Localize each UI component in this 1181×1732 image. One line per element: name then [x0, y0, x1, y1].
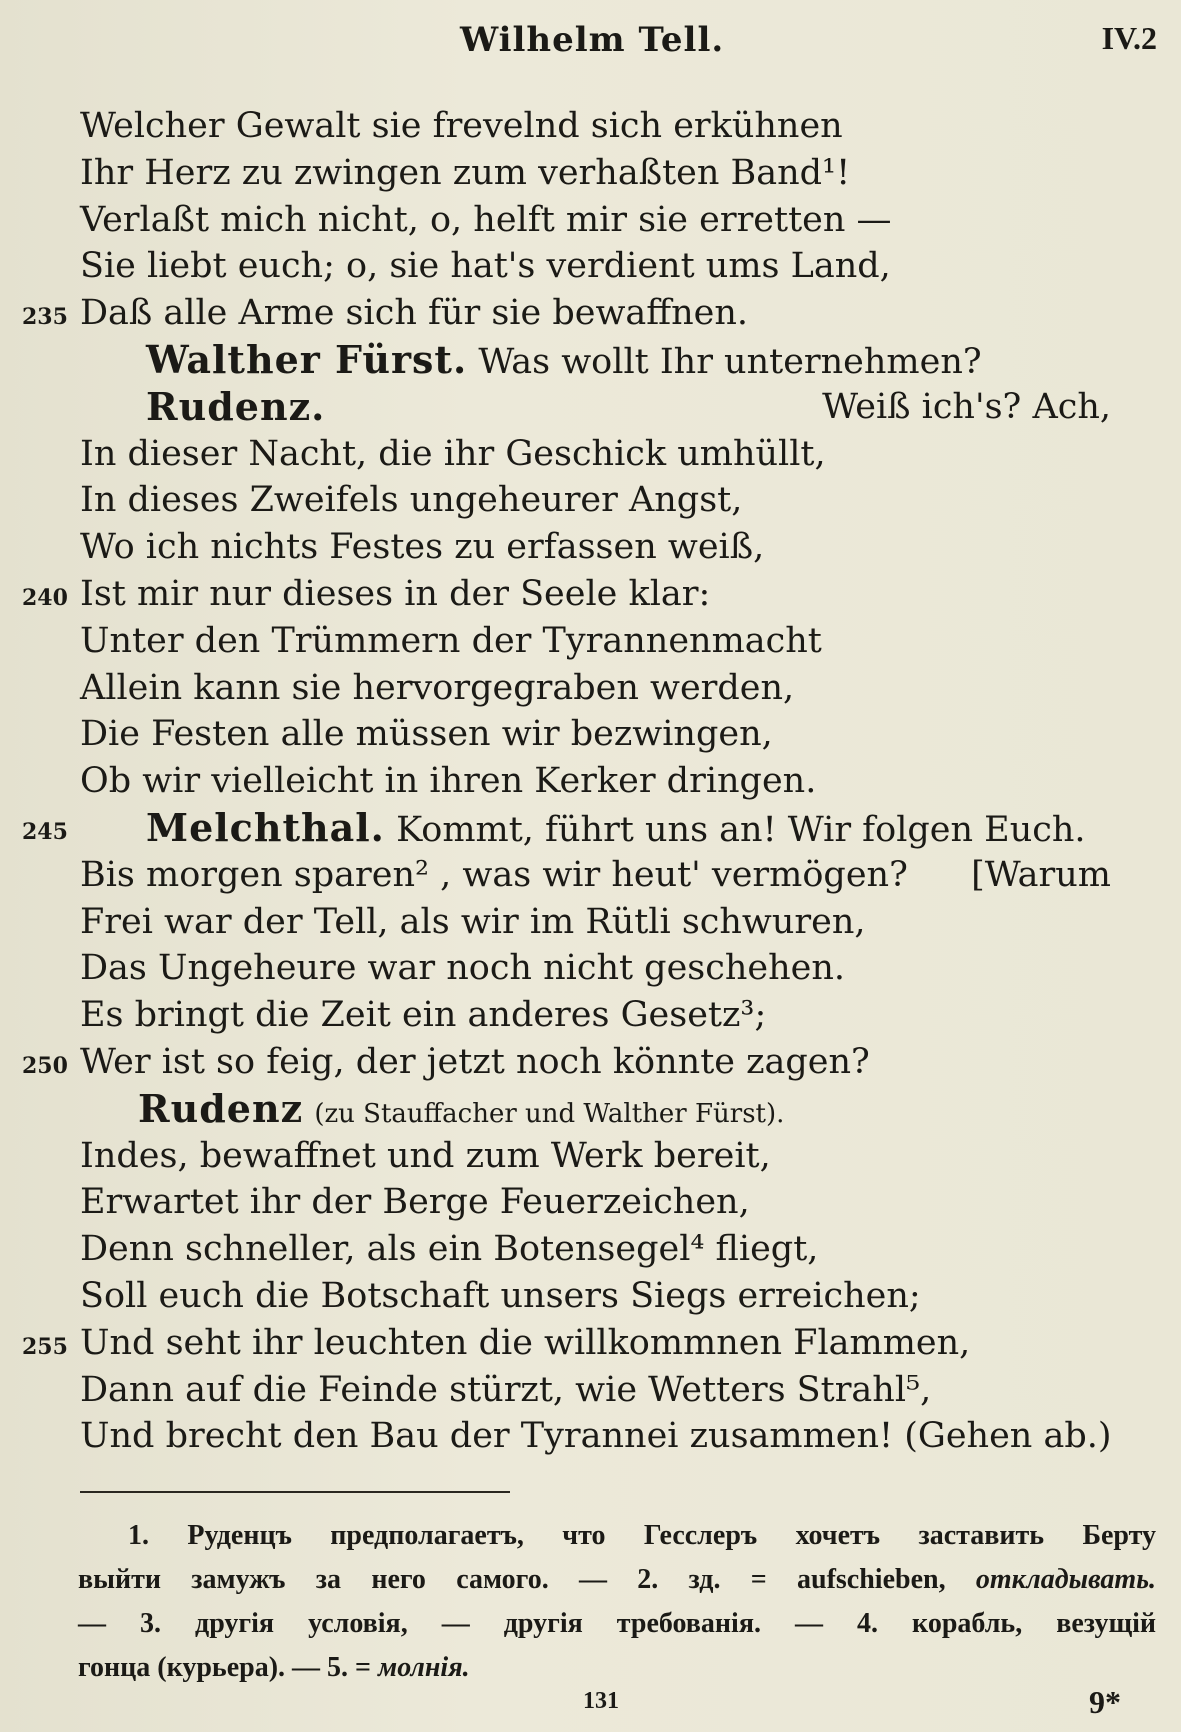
footnote-translation: молнія. [378, 1652, 470, 1683]
verse-text: Daß alle Arme sich für sie bewaffnen. [80, 293, 749, 334]
speaker-line [0, 805, 1181, 852]
speaker-name: Walther Fürst. [146, 336, 468, 382]
footnote-text: выйти замужъ за него самого. — 2. зд. = aufschieben, [78, 1564, 976, 1595]
speaker-line-text [146, 805, 1086, 854]
footnote-text: гонца (курьера). — 5. = [78, 1652, 379, 1683]
run-on-word: [Warum [971, 854, 1111, 895]
line-number: 240 [22, 584, 68, 611]
stage-direction: (zu Stauffacher und Walther Fürst). [314, 1098, 785, 1129]
verse-text: Sie liebt euch; o, sie hat's verdient ums Land, [80, 246, 891, 287]
verse-text: Wo ich nichts Festes zu erfassen weiß, [80, 527, 765, 568]
footnotes [78, 1514, 1156, 1690]
verse-line [0, 197, 1181, 244]
verse-text: Dann auf die Feinde stürzt, wie Wetters Strahl⁵, [80, 1369, 932, 1410]
verse-line [0, 103, 1181, 150]
verse-line [0, 992, 1181, 1039]
verse-line [0, 711, 1181, 758]
speaker-name: Rudenz [138, 1085, 304, 1131]
verse-text: Frei war der Tell, als wir im Rütli schwuren, [80, 901, 866, 942]
verse-line [0, 945, 1181, 992]
verse-line [0, 571, 1181, 618]
speaker-line [0, 337, 1181, 384]
line-number: 250 [22, 1052, 68, 1079]
verse-text: Ob wir vielleicht in ihren Kerker dringen. [80, 761, 817, 802]
verse-text: Allein kann sie hervorgegraben werden, [80, 667, 795, 708]
verse-text: Verlaßt mich nicht, o, helft mir sie erretten — [80, 199, 892, 240]
footnote-line [78, 1646, 1156, 1690]
verse-text: Und seht ihr leuchten die willkommnen Flammen, [80, 1322, 971, 1363]
verse-line [0, 618, 1181, 665]
verse-line [0, 477, 1181, 524]
footnote-line: — 3. другія условія, — другія требованія. — 4. корабль, везущій [78, 1608, 1156, 1639]
verse-line [0, 1226, 1181, 1273]
verse-line [0, 899, 1181, 946]
footnote-line [78, 1558, 1156, 1602]
speaker-line [0, 384, 1181, 431]
verse-line [0, 290, 1181, 337]
verse-text: Denn schneller, als ein Botensegel⁴ fliegt, [80, 1229, 819, 1270]
verse-text: Weiß ich's? Ach, [822, 386, 1111, 427]
verse-block [0, 103, 1181, 1460]
verse-text: Die Festen alle müssen wir bezwingen, [80, 714, 773, 755]
running-title: Wilhelm Tell. [460, 20, 725, 60]
verse-text: Was wollt Ihr unternehmen? [478, 341, 982, 382]
line-number: 235 [22, 304, 68, 331]
verse-text: Es bringt die Zeit ein anderes Gesetz³; [80, 995, 767, 1036]
verse-line [0, 1179, 1181, 1226]
verse-text: Welcher Gewalt sie frevelnd sich erkühnen [80, 106, 843, 146]
running-head [0, 20, 1181, 70]
speaker-line-text [146, 337, 982, 386]
verse-line [0, 150, 1181, 197]
line-number: 255 [22, 1333, 68, 1360]
verse-text: In dieser Nacht, die ihr Geschick umhüllt, [80, 433, 826, 474]
verse-line [0, 1413, 1181, 1460]
verse-line [0, 1367, 1181, 1414]
verse-text: Und brecht den Bau der Tyrannei zusammen! (Gehen ab.) [80, 1416, 1112, 1457]
verse-line [0, 1133, 1181, 1180]
verse-line [0, 431, 1181, 478]
footnote-rule [80, 1491, 510, 1493]
verse-line [0, 758, 1181, 805]
verse-text: Unter den Trümmern der Tyrannenmacht [80, 620, 822, 661]
speaker-line-text [138, 1086, 784, 1138]
verse-text: Wer ist so feig, der jetzt noch könnte zagen? [80, 1041, 870, 1082]
verse-text: Soll euch die Botschaft unsers Siegs erreichen; [80, 1275, 921, 1316]
verse-line [0, 1320, 1181, 1367]
speaker-name: Melchthal. [146, 804, 385, 850]
verse-line [0, 243, 1181, 290]
verse-text: Erwartet ihr der Berge Feuerzeichen, [80, 1182, 750, 1223]
act-scene-label: IV.2 [1101, 20, 1157, 56]
verse-text: In dieses Zweifels ungeheurer Angst, [80, 480, 743, 521]
verse-line [0, 1273, 1181, 1320]
verse-text: Das Ungeheure war noch nicht geschehen. [80, 948, 846, 989]
speaker-line [0, 1086, 1181, 1133]
verse-text: Indes, bewaffnet und zum Werk bereit, [80, 1135, 771, 1176]
verse-line [0, 665, 1181, 712]
footnote-line: 1. Руденцъ предполагаетъ, что Гесслеръ хочетъ заставить Берту [128, 1520, 1156, 1551]
page-number: 131 [583, 1688, 619, 1714]
verse-line [0, 1039, 1181, 1086]
footnote-translation: откладывать. [975, 1564, 1156, 1595]
line-number: 245 [22, 818, 68, 845]
verse-text: Kommt, führt uns an! Wir folgen Euch. [396, 809, 1086, 850]
speaker-name: Rudenz. [146, 383, 326, 429]
verse-text: Ist mir nur dieses in der Seele klar: [80, 573, 711, 614]
verse-text: Bis morgen sparen² , was wir heut' vermögen? [80, 854, 908, 895]
verse-line [0, 852, 1181, 899]
verse-text: Ihr Herz zu zwingen zum verhaßten Band¹! [80, 152, 851, 193]
signature-mark: 9* [1089, 1684, 1121, 1720]
verse-line [0, 524, 1181, 571]
